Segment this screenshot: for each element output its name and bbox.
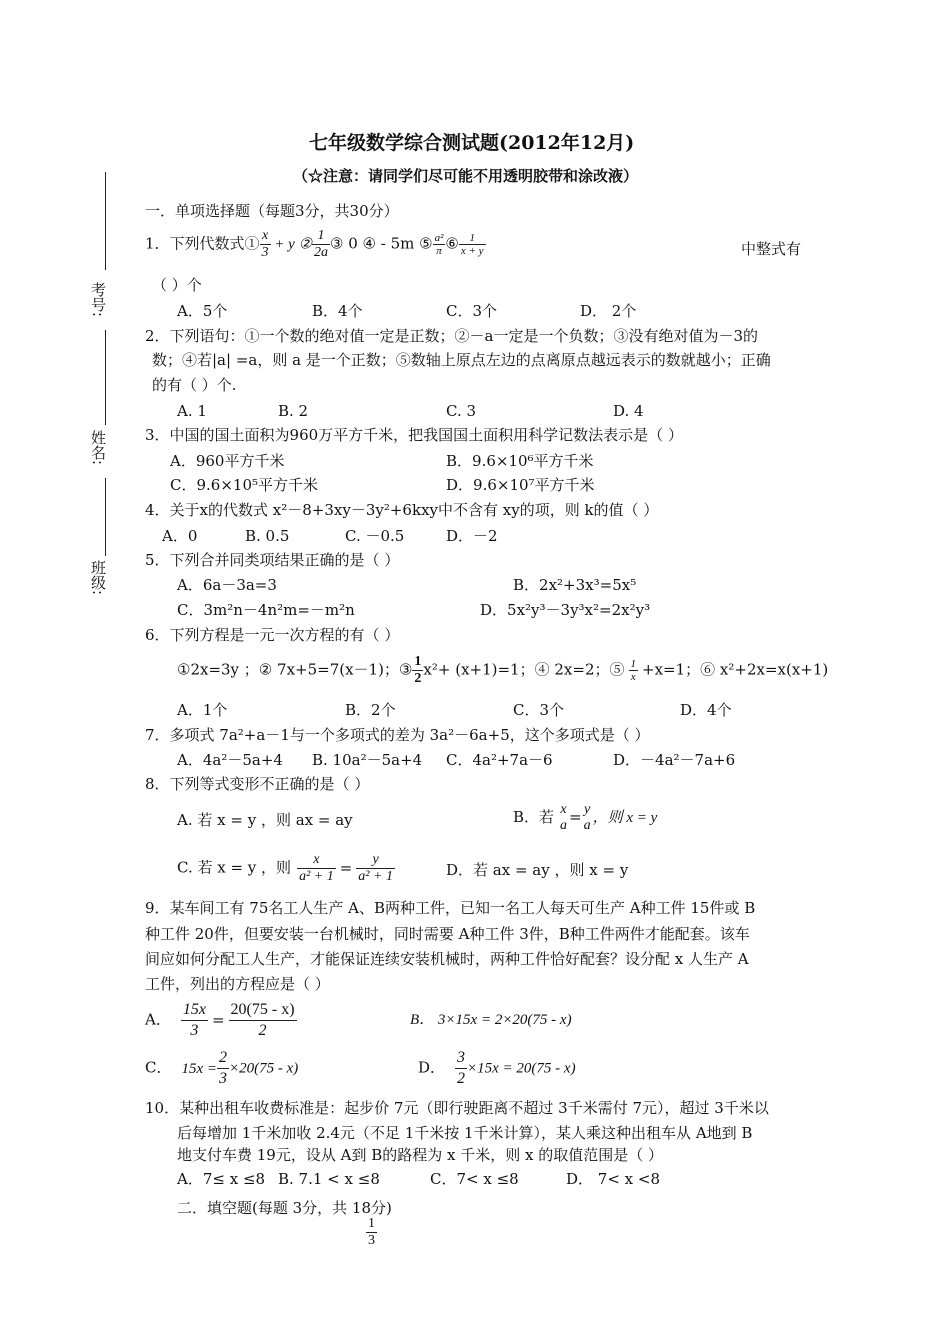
- fraction: $\frac{\text{a²}}{\pi}$: [434, 232, 444, 257]
- q9-line: 间应如何分配工人生产，才能保证连续安装机械时，两种工件恰好配套？设分配 x 人生产 A: [145, 950, 749, 968]
- q10-line: 10．某种出租车收费标准是：起步价 7元（即行驶距离不超过 3千米需付 7元），超过 3千米以: [145, 1099, 769, 1117]
- q4-option-c: C. －0.5: [345, 527, 405, 545]
- q1-option-b: B．4个: [312, 302, 363, 320]
- q2-line: 2．下列语句：①一个数的绝对值一定是正数；②－a一定是一个负数；③没有绝对值为－3的: [145, 327, 759, 345]
- q10-option-d: D． 7< x <8: [566, 1170, 661, 1188]
- q9-option-d: D． $\frac{3}{2}$ ×15x = 20(75 - x): [418, 1049, 576, 1087]
- q4-option-b: B. 0.5: [245, 527, 290, 545]
- q3-stem: 3．中国的国土面积为960万平方千米，把我国国土面积用科学记数法表示是（ ）: [145, 426, 683, 444]
- q6-option-c: C．3个: [513, 701, 565, 719]
- q8-option-a: A. 若 x = y ，则 ax = ay: [177, 811, 353, 829]
- q3-option-c: C．9.6×10⁵平方千米: [170, 476, 319, 494]
- q2-option-b: B. 2: [278, 402, 309, 420]
- q6-items: ①2x=3y ；② 7x+5=7(x－1)；③ $\frac{1}{2}$ x²+ (x+1)=1；④ 2x=2；⑤ $\frac{1}{x}$ +x=1；⑥ x²+2x=x(x+1): [177, 654, 829, 686]
- fraction: $\frac{x}{\text{a² + 1}}$: [299, 852, 334, 884]
- q4-option-d: D．－2: [446, 527, 498, 545]
- q2-option-c: C. 3: [446, 402, 477, 420]
- section1-heading: 一．单项选择题（每题3分，共30分）: [145, 202, 399, 220]
- q6-option-a: A．1个: [177, 701, 228, 719]
- margin-line: [105, 172, 106, 270]
- q6-option-d: D．4个: [680, 701, 732, 719]
- exam-no-label: 考号:: [89, 282, 107, 318]
- q10-line: 后每增加 1千米加收 2.4元（不足 1千米按 1千米计算），某人乘这种出租车从 A地到 B: [177, 1124, 753, 1142]
- margin-line: [105, 478, 106, 556]
- fraction: $\frac{y}{\text{a² + 1}}$: [358, 852, 393, 884]
- q5-option-c: C．3m²n－4n²m=－m²n: [177, 601, 355, 619]
- q9-line: 种工件 20件，但要安装一台机械时，同时需要 A种工件 3件，B种工件两件才能配套。该车: [145, 925, 750, 943]
- fraction: $\frac{1}{3}$: [368, 1216, 375, 1248]
- margin-line: [105, 330, 106, 425]
- q6-stem: 6．下列方程是一元一次方程的有（ ）: [145, 626, 400, 644]
- name-label: 姓名:: [89, 430, 107, 466]
- q2-option-a: A. 1: [177, 402, 207, 420]
- section2-heading: 二．填空题(每题 3分，共 18分): [177, 1199, 392, 1217]
- q3-option-d: D．9.6×10⁷平方千米: [446, 476, 595, 494]
- page-title: 七年级数学综合测试题(2012年12月): [309, 132, 635, 154]
- fraction: y a: [583, 802, 591, 833]
- fraction: $\frac{1}{x + y}$: [460, 232, 484, 257]
- q10-option-a: A．7≤ x ≤8: [177, 1170, 266, 1188]
- q9-option-c: C． 15x = $\frac{2}{3}$ ×20(75 - x): [145, 1049, 299, 1087]
- q2-line: 的有（ ）个.: [152, 376, 237, 394]
- q9-line: 9．某车间工有 75名工人生产 A、B两种工件，已知一名工人每天可生产 A种工件 15件或 B: [145, 899, 756, 917]
- q9-option-a: A． $\frac{15x}{3}$ = $\frac{20(75 - x)}{2}$: [145, 1001, 295, 1039]
- fraction: $\frac{1}{x}$: [630, 658, 636, 683]
- q5-stem: 5．下列合并同类项结果正确的是（ ）: [145, 551, 400, 569]
- q4-stem: 4．关于x的代数式 x²－8+3xy－3y²+6kxy中不含有 xy的项，则 k的值（ ）: [145, 501, 659, 519]
- q10-line: 地支付车费 19元，设从 A到 B的路程为 x 千米，则 x 的取值范围是（ ）: [177, 1146, 664, 1164]
- fraction: $\frac{20(75 - x)}{2}$: [230, 1001, 295, 1039]
- class-label: 班级:: [89, 560, 107, 596]
- q5-option-b: B．2x²+3x³=5x⁵: [513, 576, 637, 594]
- q8-option-b: B．若 x a = y a ，则 x = y: [513, 802, 658, 833]
- q5-option-d: D．5x²y³－3y³x²=2x²y³: [480, 601, 651, 619]
- q10-option-b: B. 7.1 < x ≤8: [278, 1170, 380, 1188]
- q2-line: 数；④若|a| =a，则 a 是一个正数；⑤数轴上原点左边的点离原点越远表示的数就越小；正确: [152, 351, 771, 369]
- q1-paren: （ ）个: [152, 276, 202, 294]
- q6-option-b: B．2个: [345, 701, 396, 719]
- q7-stem: 7．多项式 7a²+a－1与一个多项式的差为 3a²－6a+5，这个多项式是（ ）: [145, 726, 650, 744]
- q10-option-c: C．7< x ≤8: [430, 1170, 519, 1188]
- q1-tail: 中整式有: [741, 240, 802, 258]
- q8-stem: 8．下列等式变形不正确的是（ ）: [145, 775, 370, 793]
- fraction: $\frac{3}{2}$: [457, 1049, 466, 1087]
- q5-option-a: A．6a－3a=3: [177, 576, 277, 594]
- q8-option-d: D．若 ax = ay ，则 x = y: [446, 861, 629, 879]
- q3-option-a: A．960平方千米: [170, 452, 285, 470]
- q1-option-a: A．5个: [177, 302, 228, 320]
- q9-line: 工件，列出的方程应是（ ）: [145, 975, 330, 993]
- q7-option-c: C．4a²+7a－6: [446, 751, 553, 769]
- fraction: $\frac{x}{3}$: [261, 228, 269, 260]
- q1-option-c: C．3个: [446, 302, 498, 320]
- fraction: x a: [560, 802, 568, 833]
- fraction: $\frac{2}{3}$: [219, 1049, 228, 1087]
- fraction: $\frac{1}{2}$: [414, 654, 422, 686]
- q1-line: 1．下列代数式① $\frac{x}{3}$ + y ② $\frac{1}{2a}$ ③ 0 ④ - 5m ⑤ $\frac{\text{a²}}{\pi}$ ⑥ $\frac{1}{x + y}$: [145, 228, 484, 260]
- fraction: $\frac{1}{2a}$: [314, 228, 329, 260]
- q4-option-a: A．0: [162, 527, 198, 545]
- q1-prefix: 1．下列代数式①: [145, 234, 260, 253]
- q2-option-d: D. 4: [613, 402, 644, 420]
- q7-option-d: D．－4a²－7a+6: [613, 751, 736, 769]
- q3-option-b: B．9.6×10⁶平方千米: [446, 452, 594, 470]
- q9-option-b: B． 3×15x = 2×20(75 - x): [410, 1012, 572, 1028]
- fraction: $\frac{15x}{3}$: [182, 1001, 206, 1039]
- q1-option-d: D． 2个: [580, 302, 637, 320]
- notice: （☆注意：请同学们尽可能不用透明胶带和涂改液）: [293, 167, 639, 185]
- q7-option-a: A．4a²－5a+4: [177, 751, 283, 769]
- q7-option-b: B. 10a²－5a+4: [312, 751, 423, 769]
- q8-option-c: C. 若 x = y ，则 $\frac{x}{\text{a² + 1}}$ = $\frac{y}{\text{a² + 1}}$: [177, 852, 393, 884]
